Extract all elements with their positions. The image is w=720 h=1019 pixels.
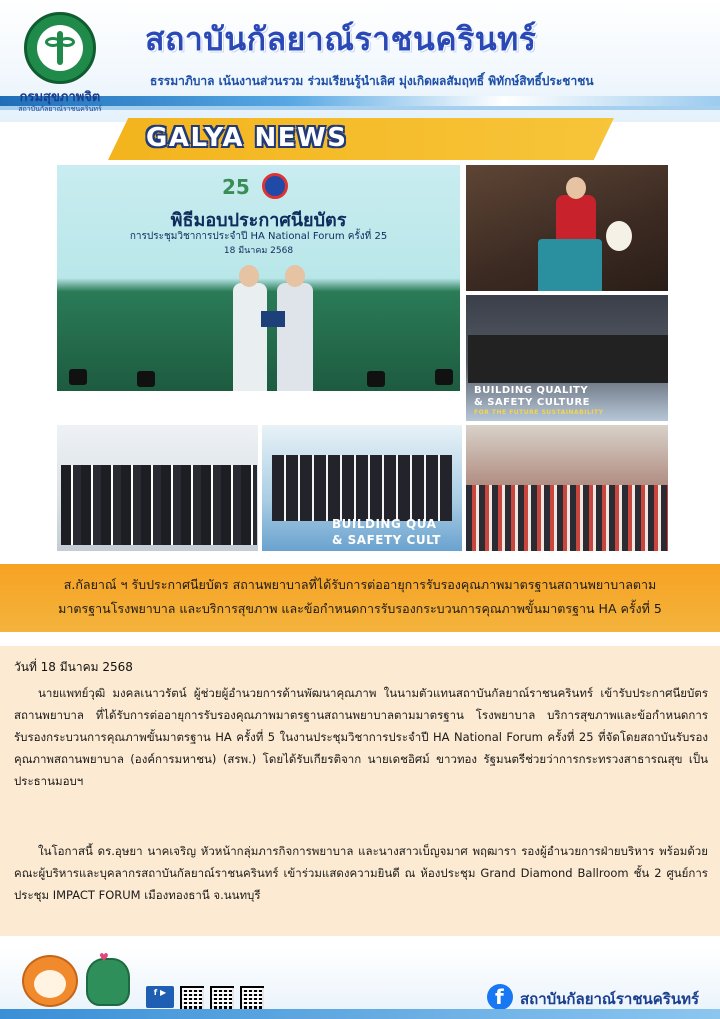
quality-banner-line2: & SAFETY CULTURE xyxy=(474,397,590,408)
facebook-page-name[interactable]: สถาบันกัลยาณ์ราชนครินทร์ xyxy=(520,990,700,1008)
person-head xyxy=(239,265,259,287)
person-head xyxy=(566,177,586,199)
institute-tagline: ธรรมาภิบาล เน้นงานส่วนรวม ร่วมเรียนรู้นำเลิศ มุ่งเกิดผลสัมฤทธิ์ พิทักษ์สิทธิ์ประชาชน xyxy=(150,74,594,88)
certificate-ceremony-title: พิธีมอบประกาศนียบัตร xyxy=(170,210,347,231)
qr-code-icon[interactable] xyxy=(210,986,234,1010)
group-people-row xyxy=(61,465,257,545)
quality-banner-line1: BUILDING QUA xyxy=(332,517,437,531)
person-recipient xyxy=(233,283,267,393)
header xyxy=(0,0,720,122)
owl-mascot-face xyxy=(34,970,66,998)
heart-icon: ♥ xyxy=(99,951,109,964)
certificate-ceremony-date: 18 มีนาคม 2568 xyxy=(223,246,294,256)
footer-band xyxy=(0,1009,720,1019)
person-head xyxy=(285,265,305,287)
headline-line-1: ส.กัลยาณ์ ฯ รับประกาศนียบัตร สถานพยาบาลที่ได้รับการต่ออายุการรับรองคุณภาพมาตรฐานสถานพยาบาลตาม xyxy=(63,577,657,592)
ministry-logo-icon xyxy=(24,12,96,84)
photo-collage xyxy=(55,163,670,553)
article-date: วันที่ 18 มีนาคม 2568 xyxy=(14,660,133,674)
group-photo-backdrop xyxy=(464,293,670,423)
news-banner-title: GALYA NEWS xyxy=(146,123,348,153)
article-paragraph-1: นายแพทย์วุฒิ มงคลเนาวรัตน์ ผู้ช่วยผู้อำนวยการด้านพัฒนาคุณภาพ ในนามตัวแทนสถาบันกัลยาณ์ราชนครินทร์ เข้ารับประกาศนียบัตร สถานพยาบาล ที่ได้รับการต่ออายุการรับรองคุณภาพมาตรฐานสถานพยาบาลตามมาตรฐาน โรงพยาบาล บริการสุขภาพและข้อกำหนดการรับรองกระบวนการคุณภาพขั้นมาตรฐาน HA ครั้งที่ 5 ในงานประชุมวิชาการประจำปี HA National Forum ครั้งที่ 25 ที่จัดโดยสถาบันรับรองคุณภาพสถานพยาบาล (องค์การมหาชน) (สรพ.) โดยได้รับเกียรติจาก นายเดชอิศม์ ขาวทอง รัฐมนตรีช่วยว่าการกระทรวงสาธารณสุข เป็นประธานมอบฯ xyxy=(14,686,708,788)
certificate-ceremony-subtitle: การประชุมวิชาการประจำปี HA National Forum ครั้งที่ 25 xyxy=(129,231,388,242)
department-subtitle: สถาบันกัลยาณ์ราชนครินทร์ xyxy=(18,105,102,113)
qr-code-icon[interactable] xyxy=(180,986,204,1010)
person-presenter xyxy=(277,283,313,393)
audience-seating xyxy=(466,485,670,553)
group-photo-flowers xyxy=(260,423,464,553)
quality-banner-line3: FOR THE FUTURE SUSTAINABILITY xyxy=(474,409,604,416)
quality-banner-line2: & SAFETY CULT xyxy=(332,533,441,547)
stage-light-icon xyxy=(69,369,87,385)
group-people-row xyxy=(272,455,452,521)
social-media-badge-label: f ▶ xyxy=(153,988,167,997)
hospital-accreditation-badge-icon xyxy=(262,173,288,199)
department-name: กรมสุขภาพจิต xyxy=(19,90,101,105)
audience-photo xyxy=(464,423,670,553)
article-paragraph-2: ในโอกาสนี้ ดร.อุษยา นาคเจริญ หัวหน้ากลุ่มภารกิจการพยาบาล และนางสาวเบ็ญจมาศ พฤฒารา รองผู้อำนวยการฝ่ายบริหาร พร้อมด้วยคณะผู้บริหารและบุคลากรสถาบันกัลยาณ์ราชนครินทร์ เข้าร่วมแสดงความยินดี ณ ห้องประชุม Grand Diamond Ballroom ชั้น 2 ศูนย์การประชุม IMPACT FORUM เมืองทองธานี จ.นนทบุรี xyxy=(14,844,708,902)
stage-light-icon xyxy=(367,371,385,387)
group-photo-lobby xyxy=(55,423,260,553)
facebook-icon-letter: f xyxy=(495,985,504,1009)
speaker-podium-photo xyxy=(464,163,670,293)
quality-banner-line1: BUILDING QUALITY xyxy=(474,385,589,396)
flower-bouquet xyxy=(606,221,632,251)
ha-25-logo: 25 xyxy=(222,175,250,199)
institute-title: สถาบันกัลยาณ์ราชนครินทร์ xyxy=(145,20,537,58)
certificate-frame xyxy=(261,311,285,327)
stage-light-icon xyxy=(137,371,155,387)
podium xyxy=(538,239,602,293)
headline-caption xyxy=(10,573,710,621)
group-people-row xyxy=(468,335,668,383)
peacock-mascot-icon xyxy=(86,958,130,1006)
headline-line-2: มาตรฐานโรงพยาบาล และบริการสุขภาพ และข้อกำหนดการรับรองกระบวนการคุณภาพขั้นมาตรฐาน HA ครั้งที่ 5 xyxy=(58,601,662,616)
stage-light-icon xyxy=(435,369,453,385)
qr-code-icon[interactable] xyxy=(240,986,264,1010)
headline-caption-strip xyxy=(0,564,720,632)
certificate-ceremony-photo xyxy=(55,163,462,393)
